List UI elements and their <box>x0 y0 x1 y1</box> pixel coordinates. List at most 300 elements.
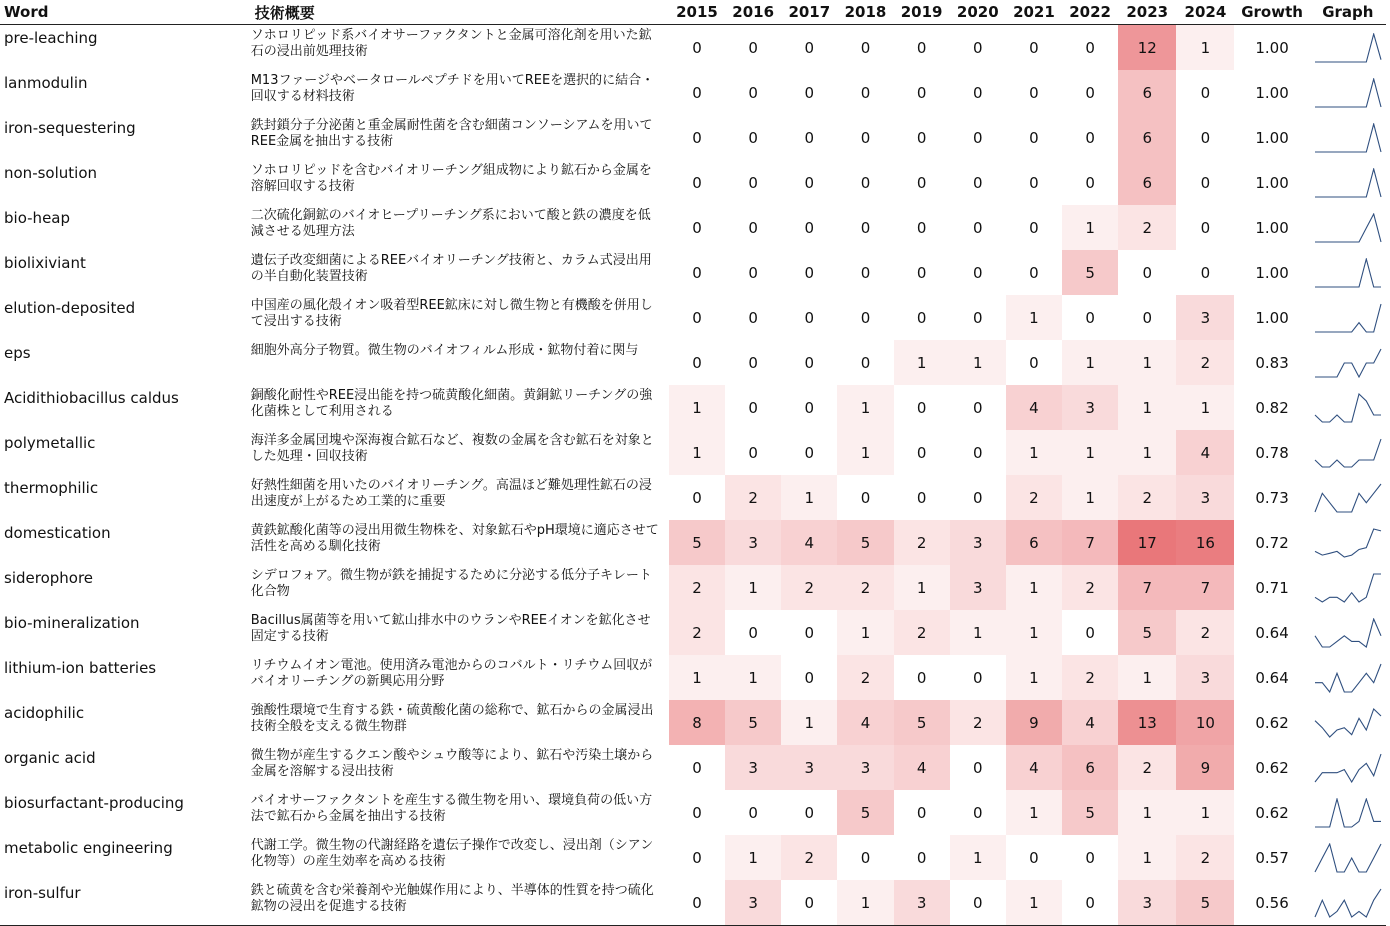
count-cell: 0 <box>1062 160 1118 205</box>
summary-cell: 遺伝子改変細菌によるREEバイオリーチング技術と、カラム式浸出用の半自動化装置技術 <box>250 253 652 284</box>
count-cell: 0 <box>725 250 781 295</box>
sparkline-cell <box>1310 655 1386 700</box>
sparkline-line <box>1315 304 1381 332</box>
sparkline <box>1314 528 1382 558</box>
sparkline <box>1314 438 1382 468</box>
sparkline-cell <box>1310 745 1386 790</box>
count-cell: 5 <box>1176 880 1234 926</box>
sparkline-line <box>1315 349 1381 377</box>
summary-cell: ソホロリピッドを含むバイオリーチング組成物により鉱石から金属を溶解回収する技術 <box>250 163 652 194</box>
count-cell: 10 <box>1176 700 1234 745</box>
count-cell: 0 <box>837 205 893 250</box>
sparkline-line <box>1315 259 1381 287</box>
sparkline-cell <box>1310 790 1386 835</box>
count-cell: 3 <box>1176 655 1234 700</box>
table-row <box>0 70 1386 115</box>
word-cell: organic acid <box>4 749 96 767</box>
table-row <box>0 160 1386 205</box>
count-cell: 1 <box>781 475 837 520</box>
count-cell: 0 <box>894 655 950 700</box>
count-cell: 2 <box>894 610 950 655</box>
sparkline-cell <box>1310 70 1386 115</box>
count-cell: 0 <box>725 70 781 115</box>
summary-cell: ソホロリピッド系バイオサーファクタントと金属可溶化剤を用いた鉱石の浸出前処理技術 <box>250 28 652 59</box>
count-cell: 0 <box>669 790 725 835</box>
growth-cell: 1.00 <box>1255 38 1289 57</box>
count-cell: 3 <box>725 880 781 926</box>
header-year: 2017 <box>781 0 837 25</box>
growth-cell: 1.00 <box>1255 218 1289 237</box>
table-row <box>0 385 1386 430</box>
sparkline <box>1314 123 1382 153</box>
count-cell: 0 <box>894 70 950 115</box>
sparkline-cell <box>1310 565 1386 610</box>
sparkline-line <box>1315 664 1381 692</box>
count-cell: 0 <box>950 70 1006 115</box>
count-cell: 0 <box>781 610 837 655</box>
count-cell: 0 <box>950 475 1006 520</box>
count-cell: 1 <box>894 340 950 385</box>
count-cell: 0 <box>669 475 725 520</box>
count-cell: 0 <box>837 835 893 880</box>
count-cell: 2 <box>1118 745 1176 790</box>
word-cell: non-solution <box>4 164 98 182</box>
count-cell: 3 <box>894 880 950 926</box>
table-row <box>0 295 1386 340</box>
count-cell: 0 <box>894 25 950 71</box>
growth-cell: 1.00 <box>1255 263 1289 282</box>
count-cell: 2 <box>669 610 725 655</box>
count-cell: 0 <box>669 250 725 295</box>
sparkline-line <box>1315 619 1381 647</box>
header-year: 2018 <box>837 0 893 25</box>
growth-cell: 0.78 <box>1255 443 1289 462</box>
count-cell: 4 <box>1006 745 1062 790</box>
table-row <box>0 565 1386 610</box>
count-cell: 0 <box>725 340 781 385</box>
count-cell: 0 <box>1062 610 1118 655</box>
summary-cell: 銅酸化耐性やREE浸出能を持つ硫黄酸化細菌。黄銅鉱リーチングの強化菌株として利用される <box>250 388 653 419</box>
word-cell: bio-heap <box>4 209 71 227</box>
table-row <box>0 700 1386 745</box>
table-row <box>0 520 1386 565</box>
count-cell: 0 <box>894 790 950 835</box>
count-cell: 5 <box>1062 790 1118 835</box>
count-cell: 0 <box>725 610 781 655</box>
count-cell: 1 <box>950 610 1006 655</box>
count-cell: 0 <box>781 160 837 205</box>
count-cell: 1 <box>1006 295 1062 340</box>
count-cell: 1 <box>1062 475 1118 520</box>
sparkline-cell <box>1310 295 1386 340</box>
count-cell: 0 <box>1062 115 1118 160</box>
sparkline-cell <box>1310 475 1386 520</box>
count-cell: 0 <box>894 115 950 160</box>
count-cell: 0 <box>1006 250 1062 295</box>
count-cell: 6 <box>1118 70 1176 115</box>
count-cell: 1 <box>1006 655 1062 700</box>
count-cell: 0 <box>1118 295 1176 340</box>
count-cell: 0 <box>894 430 950 475</box>
growth-cell: 0.57 <box>1255 848 1289 867</box>
count-cell: 1 <box>1118 385 1176 430</box>
table-row <box>0 115 1386 160</box>
sparkline-cell <box>1310 115 1386 160</box>
sparkline-cell <box>1310 340 1386 385</box>
count-cell: 4 <box>1062 700 1118 745</box>
header-year: 2019 <box>894 0 950 25</box>
count-cell: 0 <box>781 340 837 385</box>
sparkline <box>1314 213 1382 243</box>
count-cell: 0 <box>781 430 837 475</box>
sparkline <box>1314 798 1382 828</box>
count-cell: 1 <box>1176 25 1234 71</box>
summary-cell: 強酸性環境で生育する鉄・硫黄酸化菌の総称で、鉱石からの金属浸出技術全般を支える微生物群 <box>250 703 654 734</box>
count-cell: 3 <box>781 745 837 790</box>
summary-cell: シデロフォア。微生物が鉄を捕捉するために分泌する低分子キレート化合物 <box>250 568 652 599</box>
count-cell: 0 <box>669 25 725 71</box>
header-year: 2024 <box>1176 0 1234 25</box>
count-cell: 1 <box>669 430 725 475</box>
count-cell: 0 <box>894 250 950 295</box>
count-cell: 6 <box>1006 520 1062 565</box>
table-row <box>0 880 1386 926</box>
count-cell: 1 <box>1062 205 1118 250</box>
count-cell: 0 <box>950 385 1006 430</box>
summary-cell: 微生物が産生するクエン酸やシュウ酸等により、鉱石や汚染土壌から金属を溶解する浸出技術 <box>250 748 654 779</box>
count-cell: 1 <box>1006 790 1062 835</box>
count-cell: 3 <box>837 745 893 790</box>
count-cell: 7 <box>1176 565 1234 610</box>
sparkline <box>1314 33 1382 63</box>
count-cell: 0 <box>950 880 1006 926</box>
header-word: Word <box>0 0 251 25</box>
sparkline-line <box>1315 574 1381 602</box>
count-cell: 4 <box>837 700 893 745</box>
sparkline-line <box>1315 124 1381 152</box>
count-cell: 2 <box>1118 205 1176 250</box>
count-cell: 0 <box>1062 70 1118 115</box>
table-row <box>0 205 1386 250</box>
count-cell: 0 <box>1062 295 1118 340</box>
count-cell: 0 <box>894 160 950 205</box>
count-cell: 2 <box>894 520 950 565</box>
count-cell: 0 <box>894 295 950 340</box>
count-cell: 0 <box>725 295 781 340</box>
count-cell: 1 <box>725 565 781 610</box>
count-cell: 0 <box>669 205 725 250</box>
count-cell: 5 <box>837 790 893 835</box>
count-cell: 0 <box>725 25 781 71</box>
count-cell: 0 <box>669 340 725 385</box>
sparkline-line <box>1315 394 1381 422</box>
sparkline-cell <box>1310 25 1386 71</box>
growth-cell: 0.64 <box>1255 623 1289 642</box>
count-cell: 0 <box>781 205 837 250</box>
count-cell: 0 <box>781 655 837 700</box>
count-cell: 2 <box>781 835 837 880</box>
count-cell: 2 <box>669 565 725 610</box>
count-cell: 0 <box>1006 115 1062 160</box>
summary-cell: Bacillus属菌等を用いて鉱山排水中のウランやREEイオンを鉱化させ固定する技術 <box>250 613 651 644</box>
count-cell: 0 <box>837 250 893 295</box>
count-cell: 1 <box>950 340 1006 385</box>
count-cell: 1 <box>1006 880 1062 926</box>
sparkline-cell <box>1310 205 1386 250</box>
sparkline <box>1314 168 1382 198</box>
count-cell: 5 <box>1062 250 1118 295</box>
table-row <box>0 430 1386 475</box>
count-cell: 1 <box>1176 385 1234 430</box>
count-cell: 3 <box>1118 880 1176 926</box>
count-cell: 0 <box>669 295 725 340</box>
summary-cell: M13ファージやベータロールペプチドを用いてREEを選択的に結合・回収する材料技術 <box>250 73 655 104</box>
count-cell: 2 <box>725 475 781 520</box>
count-cell: 0 <box>725 790 781 835</box>
summary-cell: 細胞外高分子物質。微生物のバイオフィルム形成・鉱物付着に関与 <box>250 343 639 358</box>
summary-cell: 黄鉄鉱酸化菌等の浸出用微生物株を、対象鉱石やpH環境に適応させて活性を高める馴化技術 <box>250 523 659 554</box>
sparkline <box>1314 393 1382 423</box>
count-cell: 3 <box>1176 295 1234 340</box>
sparkline-cell <box>1310 835 1386 880</box>
table-row <box>0 25 1386 71</box>
sparkline-cell <box>1310 160 1386 205</box>
count-cell: 1 <box>1118 790 1176 835</box>
count-cell: 5 <box>669 520 725 565</box>
sparkline-cell <box>1310 520 1386 565</box>
sparkline <box>1314 618 1382 648</box>
count-cell: 2 <box>1176 340 1234 385</box>
count-cell: 3 <box>725 745 781 790</box>
growth-cell: 0.71 <box>1255 578 1289 597</box>
count-cell: 0 <box>950 790 1006 835</box>
count-cell: 4 <box>894 745 950 790</box>
count-cell: 13 <box>1118 700 1176 745</box>
count-cell: 1 <box>894 565 950 610</box>
summary-cell: 海洋多金属団塊や深海複合鉱石など、複数の金属を含む鉱石を対象とした処理・回収技術 <box>250 433 654 464</box>
word-cell: metabolic engineering <box>4 839 173 857</box>
word-cell: elution-deposited <box>4 299 136 317</box>
count-cell: 0 <box>781 250 837 295</box>
sparkline-line <box>1315 214 1381 242</box>
count-cell: 0 <box>1118 250 1176 295</box>
word-cell: pre-leaching <box>4 29 98 47</box>
word-cell: siderophore <box>4 569 94 587</box>
growth-cell: 0.72 <box>1255 533 1289 552</box>
sparkline <box>1314 888 1382 918</box>
count-cell: 0 <box>669 880 725 926</box>
count-cell: 0 <box>781 70 837 115</box>
count-cell: 1 <box>725 655 781 700</box>
count-cell: 0 <box>1062 880 1118 926</box>
sparkline <box>1314 258 1382 288</box>
count-cell: 1 <box>725 835 781 880</box>
word-cell: bio-mineralization <box>4 614 140 632</box>
count-cell: 0 <box>725 430 781 475</box>
growth-cell: 0.64 <box>1255 668 1289 687</box>
word-cell: thermophilic <box>4 479 99 497</box>
count-cell: 5 <box>837 520 893 565</box>
count-cell: 0 <box>894 475 950 520</box>
count-cell: 0 <box>725 160 781 205</box>
count-cell: 1 <box>1118 430 1176 475</box>
growth-cell: 0.56 <box>1255 893 1289 912</box>
count-cell: 0 <box>837 25 893 71</box>
count-cell: 2 <box>1118 475 1176 520</box>
count-cell: 0 <box>1006 25 1062 71</box>
growth-cell: 0.83 <box>1255 353 1289 372</box>
count-cell: 1 <box>669 385 725 430</box>
count-cell: 1 <box>1118 340 1176 385</box>
count-cell: 6 <box>1118 160 1176 205</box>
count-cell: 0 <box>1176 115 1234 160</box>
count-cell: 0 <box>837 340 893 385</box>
count-cell: 1 <box>837 880 893 926</box>
sparkline <box>1314 708 1382 738</box>
summary-cell: 好熱性細菌を用いたのバイオリーチング。高温ほど難処理性鉱石の浸出速度が上がるため工業的に重要 <box>250 478 652 509</box>
sparkline <box>1314 843 1382 873</box>
count-cell: 1 <box>837 430 893 475</box>
word-cell: biosurfactant-producing <box>4 794 184 812</box>
count-cell: 9 <box>1176 745 1234 790</box>
sparkline-line <box>1315 529 1381 557</box>
count-cell: 3 <box>950 520 1006 565</box>
count-cell: 7 <box>1062 520 1118 565</box>
count-cell: 1 <box>1006 565 1062 610</box>
count-cell: 0 <box>894 205 950 250</box>
count-cell: 1 <box>950 835 1006 880</box>
count-cell: 6 <box>1118 115 1176 160</box>
word-cell: eps <box>4 344 31 362</box>
count-cell: 0 <box>837 295 893 340</box>
count-cell: 0 <box>950 115 1006 160</box>
growth-cell: 0.62 <box>1255 803 1289 822</box>
word-cell: lithium-ion batteries <box>4 659 157 677</box>
count-cell: 1 <box>1176 790 1234 835</box>
table-row <box>0 835 1386 880</box>
word-cell: acidophilic <box>4 704 85 722</box>
summary-cell: リチウムイオン電池。使用済み電池からのコバルト・リチウム回収がバイオリーチングの新興応用分野 <box>250 658 653 689</box>
sparkline <box>1314 78 1382 108</box>
count-cell: 0 <box>837 70 893 115</box>
count-cell: 0 <box>1176 250 1234 295</box>
count-cell: 1 <box>781 700 837 745</box>
count-cell: 0 <box>781 880 837 926</box>
sparkline-line <box>1315 799 1381 827</box>
count-cell: 0 <box>950 250 1006 295</box>
sparkline-cell <box>1310 880 1386 926</box>
growth-cell: 1.00 <box>1255 308 1289 327</box>
sparkline <box>1314 303 1382 333</box>
count-cell: 0 <box>950 745 1006 790</box>
count-cell: 0 <box>725 385 781 430</box>
header-year: 2022 <box>1062 0 1118 25</box>
count-cell: 1 <box>837 385 893 430</box>
count-cell: 9 <box>1006 700 1062 745</box>
count-cell: 0 <box>1176 160 1234 205</box>
summary-cell: 鉄と硫黄を含む栄養剤や光触媒作用により、半導体的性質を持つ硫化鉱物の浸出を促進する技術 <box>250 883 654 914</box>
count-cell: 3 <box>950 565 1006 610</box>
sparkline-line <box>1315 169 1381 197</box>
sparkline-cell <box>1310 700 1386 745</box>
count-cell: 1 <box>837 610 893 655</box>
count-cell: 1 <box>669 655 725 700</box>
word-cell: polymetallic <box>4 434 96 452</box>
header-summary: 技術概要 <box>251 0 669 25</box>
count-cell: 4 <box>1006 385 1062 430</box>
count-cell: 17 <box>1118 520 1176 565</box>
header-graph: Graph <box>1310 0 1386 25</box>
count-cell: 0 <box>781 295 837 340</box>
count-cell: 2 <box>1006 475 1062 520</box>
sparkline-line <box>1315 79 1381 107</box>
count-cell: 0 <box>950 205 1006 250</box>
sparkline <box>1314 663 1382 693</box>
word-cell: iron-sulfur <box>4 884 81 902</box>
count-cell: 0 <box>725 115 781 160</box>
count-cell: 0 <box>1006 835 1062 880</box>
count-cell: 1 <box>1006 430 1062 475</box>
count-cell: 0 <box>1006 205 1062 250</box>
count-cell: 3 <box>1176 475 1234 520</box>
header-growth: Growth <box>1234 0 1309 25</box>
summary-cell: バイオサーファクタントを産生する微生物を用い、環境負荷の低い方法で鉱石から金属を抽出する技術 <box>250 793 653 824</box>
count-cell: 0 <box>950 295 1006 340</box>
word-cell: lanmodulin <box>4 74 88 92</box>
sparkline <box>1314 753 1382 783</box>
growth-cell: 0.73 <box>1255 488 1289 507</box>
count-cell: 0 <box>1006 70 1062 115</box>
count-cell: 0 <box>1062 835 1118 880</box>
count-cell: 0 <box>1176 70 1234 115</box>
header-year: 2021 <box>1006 0 1062 25</box>
count-cell: 0 <box>950 430 1006 475</box>
count-cell: 0 <box>1006 340 1062 385</box>
sparkline <box>1314 573 1382 603</box>
table-row <box>0 655 1386 700</box>
count-cell: 0 <box>781 385 837 430</box>
sparkline-cell <box>1310 250 1386 295</box>
count-cell: 5 <box>725 700 781 745</box>
count-cell: 0 <box>837 475 893 520</box>
count-cell: 1 <box>1062 340 1118 385</box>
growth-cell: 0.82 <box>1255 398 1289 417</box>
count-cell: 0 <box>669 745 725 790</box>
sparkline <box>1314 348 1382 378</box>
growth-cell: 0.62 <box>1255 713 1289 732</box>
count-cell: 7 <box>1118 565 1176 610</box>
header-year: 2023 <box>1118 0 1176 25</box>
summary-cell: 中国産の風化殻イオン吸着型REE鉱床に対し微生物と有機酸を併用して浸出する技術 <box>250 298 653 329</box>
sparkline-line <box>1315 889 1381 917</box>
count-cell: 1 <box>1118 835 1176 880</box>
word-cell: biolixiviant <box>4 254 86 272</box>
summary-cell: 鉄封鎖分子分泌菌と重金属耐性菌を含む細菌コンソーシアムを用いてREE金属を抽出する技術 <box>250 118 653 149</box>
count-cell: 2 <box>950 700 1006 745</box>
count-cell: 4 <box>781 520 837 565</box>
table-row <box>0 250 1386 295</box>
growth-cell: 1.00 <box>1255 128 1289 147</box>
table-row <box>0 475 1386 520</box>
count-cell: 0 <box>781 115 837 160</box>
word-cell: Acidithiobacillus caldus <box>4 389 179 407</box>
count-cell: 16 <box>1176 520 1234 565</box>
table-header <box>0 0 1386 25</box>
count-cell: 2 <box>1062 655 1118 700</box>
sparkline-line <box>1315 439 1381 467</box>
sparkline <box>1314 483 1382 513</box>
table-row <box>0 745 1386 790</box>
